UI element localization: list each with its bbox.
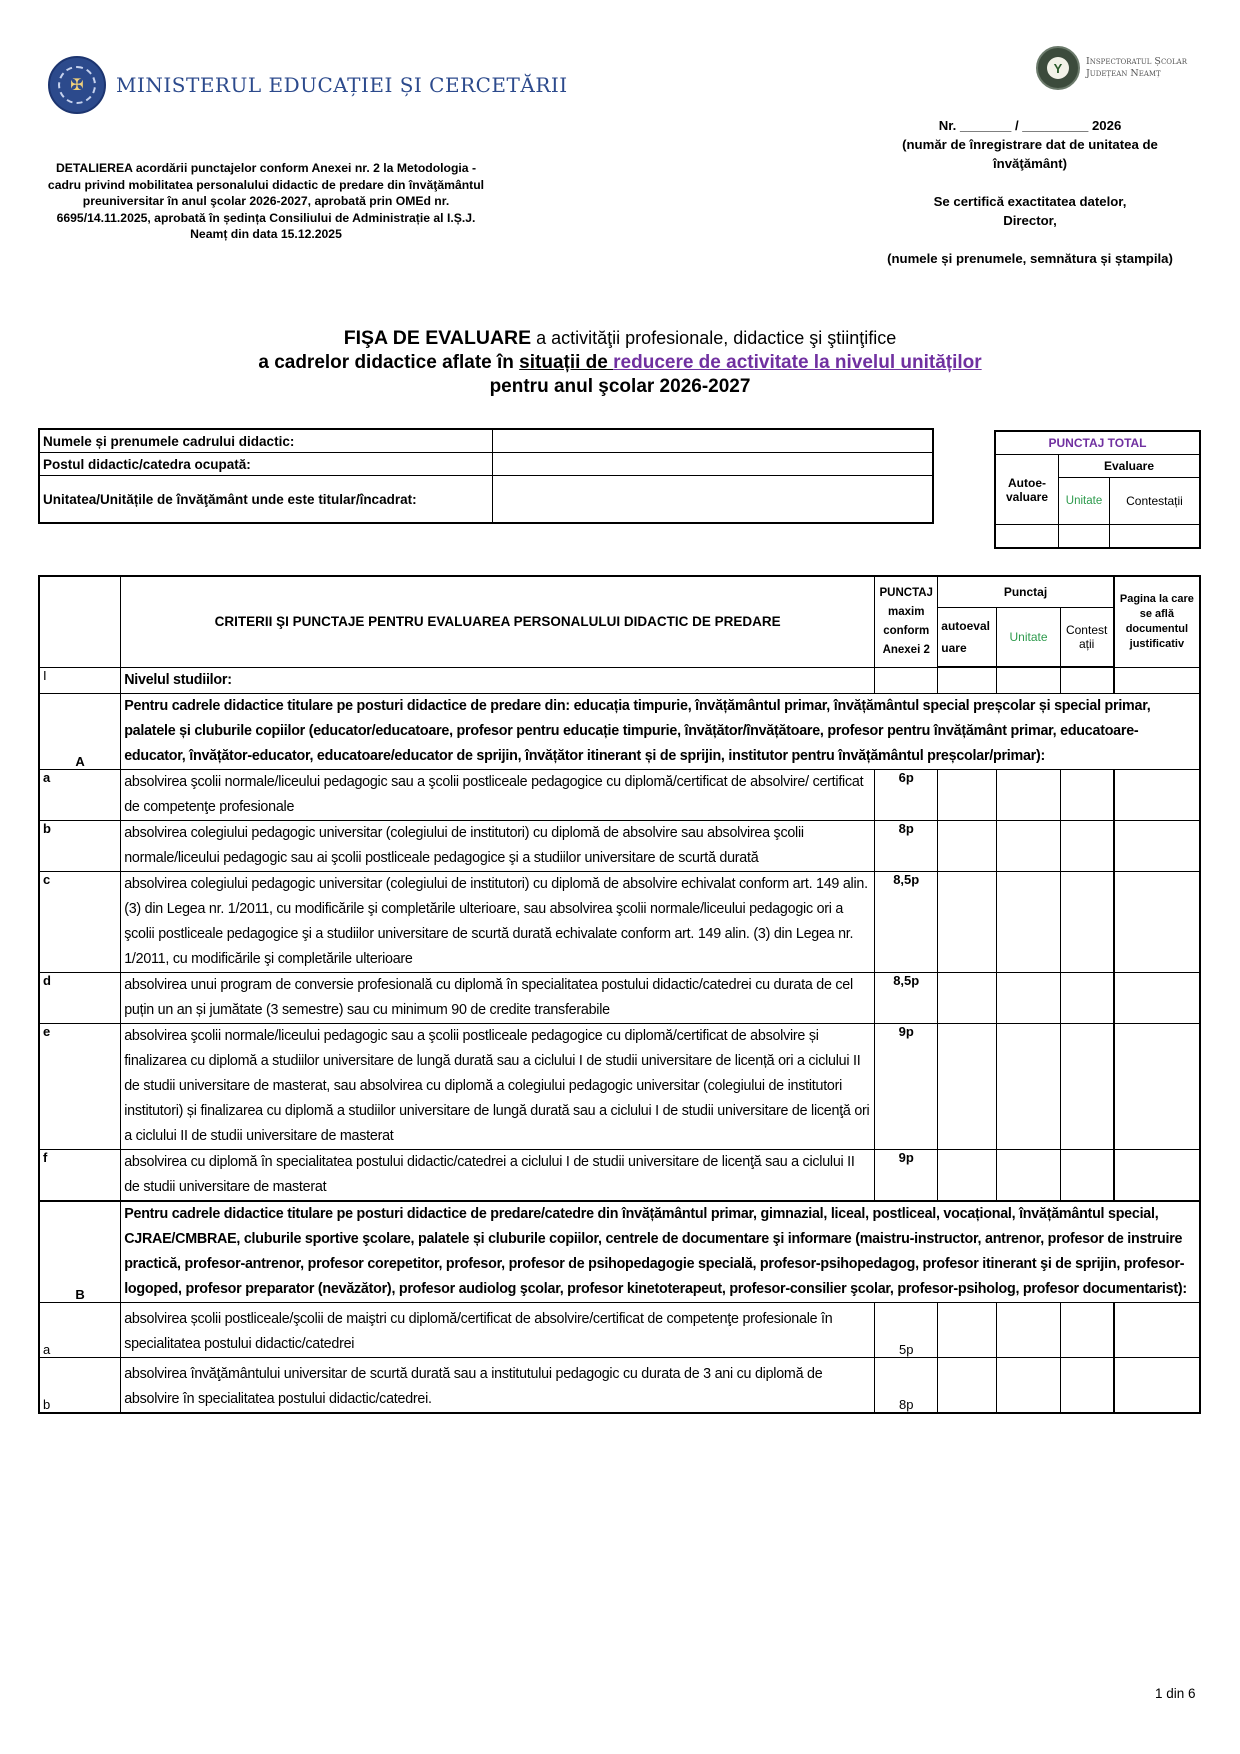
page-field[interactable] [1114, 1302, 1200, 1357]
isj-seal-icon: Y [1036, 46, 1080, 90]
unit-label: Unitatea/Unitățile de învăţământ unde este titular/încadrat: [39, 476, 493, 524]
autoeval-field[interactable] [938, 972, 997, 1023]
teacher-info-table [38, 428, 934, 524]
header-empty [39, 576, 121, 667]
autoeval-field[interactable] [938, 871, 997, 972]
autoeval-field[interactable] [938, 1149, 997, 1201]
autoeval-field[interactable] [938, 1023, 997, 1149]
unit-field[interactable] [997, 769, 1060, 820]
section-b-row [39, 1201, 1200, 1303]
certify-text: Se certifică exactitatea datelor, [933, 194, 1127, 209]
unit-field[interactable] [997, 1302, 1060, 1357]
unit-field[interactable] [997, 871, 1060, 972]
isj-logo [1036, 46, 1187, 90]
criteria-row [39, 1149, 1200, 1201]
row-letter: d [39, 972, 121, 1023]
row-letter: b [39, 1357, 121, 1413]
total-score-table [994, 430, 1201, 549]
ministry-seal-icon: ✠ [48, 56, 106, 114]
autoeval-field[interactable] [938, 1357, 997, 1413]
unitate-header: Unitate [1059, 478, 1110, 525]
criteria-row [39, 1023, 1200, 1149]
section-b-letter: B [39, 1201, 121, 1303]
section-a-letter: A [39, 693, 121, 769]
autoevaluare-header: Autoe-valuare [995, 455, 1059, 525]
page-field[interactable] [1114, 820, 1200, 871]
page-field[interactable] [1114, 1023, 1200, 1149]
title-line2-pre: a cadrelor didactice aflate în [258, 352, 520, 373]
row-letter: b [39, 820, 121, 871]
isj-name-line2: Județean Neamț [1086, 68, 1161, 79]
max-points-header: PUNCTAJ maxim conform Anexei 2 [875, 576, 938, 667]
row-text: absolvirea cu diplomă în specialitatea postului didactic/catedrei a ciclului I de studii universitare de licenţă sau a ciclului II de studii universitare de masterat [121, 1149, 875, 1201]
title-line2-purple: reducere de activitate la nivelul unităților [613, 352, 982, 373]
row-text: absolvirea unui program de conversie profesională cu diplomă în specialitatea postului didactic/catedrei cu durata de cel puțin un an și jumătate (3 semestre) sau cu minimum 90 de credite transferabile [121, 972, 875, 1023]
unit-field[interactable] [997, 1357, 1060, 1413]
title-rest: a activităţii profesionale, didactice şi ştiinţifice [531, 328, 897, 348]
section-b-text: Pentru cadrele didactice titulare pe posturi didactice de predare/catedre din învățământul primar, gimnazial, liceal, postliceal, vocațional, învățământul special, CJRAE/CMBRAE, cluburile sportive şcolare, palatele și cluburile copiilor, centrele de documentare şi informare (maistru-instructor, antrenor, profesor de instruire practică, profesor-antrenor, profesor corepetitor, profesor, profesor de psihopedagogie specială, profesor-psihopedagog, profesor itinerant şi de sprijin, profesor-logoped, profesor preparator (nevăzător), profesor audiolog şcolar, profesor kinetoterapeut, profesor-consilier şcolar, profesor-psiholog, profesor documentarist): [121, 1201, 1200, 1303]
section-number: I [39, 667, 121, 693]
row-max-points: 8,5p [875, 972, 938, 1023]
contest-header: Contest ații [1060, 608, 1114, 668]
row-max-points: 8p [875, 1357, 938, 1413]
row-letter: e [39, 1023, 121, 1149]
criteria-row [39, 820, 1200, 871]
section-row [39, 667, 1200, 693]
contestatii-header: Contestații [1110, 478, 1201, 525]
section-a-text: Pentru cadrele didactice titulare pe posturi didactice de predare din: educația timpurie, învățământul primar, învățământul special preșcolar și special primar, palatele și cluburile copiilor (educator/educatoare, profesor pentru educație timpurie, învățător/învățătoare, profesor pentru învățământ primar, educatoare-educator, învățător-educator, educatoare/educator de sprijin, învățător itinerant și de sprijin, institutor pentru învățământul preșcolar/primar): [121, 693, 1200, 769]
contest-field[interactable] [1060, 1357, 1114, 1413]
ministry-name: MINISTERUL EDUCAȚIEI ȘI CERCETĂRII [116, 73, 568, 97]
unit-field[interactable] [997, 972, 1060, 1023]
post-label: Postul didactic/catedra ocupată: [39, 453, 493, 476]
row-text: absolvirea școlii postliceale/şcolii de maiştri cu diplomă/certificat de absolvire/certificat de competenţe profesionale în specialitatea postului didactic/catedrei [121, 1302, 875, 1357]
autoevaluare-total-field[interactable] [995, 525, 1059, 549]
row-text: absolvirea şcolii normale/liceului pedagogic sau a şcolii postliceale pedagogice cu diplomă/certificat de absolvire/ certificat de competenţe profesionale [121, 769, 875, 820]
registration-note: (număr de înregistrare dat de unitatea de învăţământ) [902, 137, 1158, 171]
unit-field[interactable] [997, 1149, 1060, 1201]
contest-field[interactable] [1060, 972, 1114, 1023]
registration-block [870, 116, 1190, 268]
section-a-row [39, 693, 1200, 769]
criteria-row [39, 1302, 1200, 1357]
row-max-points: 8p [875, 820, 938, 871]
post-field[interactable] [493, 453, 934, 476]
criteria-row [39, 972, 1200, 1023]
signature-note: (numele și prenumele, semnătura și ștampila) [887, 251, 1173, 266]
criteria-row [39, 871, 1200, 972]
row-letter: c [39, 871, 121, 972]
registration-number: Nr. _______ / _________ 2026 [938, 118, 1122, 133]
row-letter: a [39, 1302, 121, 1357]
contest-field[interactable] [1060, 1023, 1114, 1149]
row-max-points: 5p [875, 1302, 938, 1357]
name-field[interactable] [493, 429, 934, 453]
row-max-points: 8,5p [875, 871, 938, 972]
row-letter: f [39, 1149, 121, 1201]
page-header: Pagina la care se află documentul justificativ [1114, 576, 1200, 667]
autoeval-field[interactable] [938, 820, 997, 871]
unitate-total-field[interactable] [1059, 525, 1110, 549]
row-text: absolvirea colegiului pedagogic universitar (colegiului de institutori) cu diplomă de absolvire sau absolvirea şcolii normale/liceului pedagogic sau ai şcolii postliceale pedagogice şi a studiilor universitare de scurtă durată [121, 820, 875, 871]
row-text: absolvirea şcolii normale/liceului pedagogic sau a şcolii postliceale pedagogice cu diplomă/certificat de absolvire și finalizarea cu diplomă a studiilor universitare de lungă durată sau a ciclului I de studii universitare de licență ori a ciclului II de studii universitare de masterat, sau absolvirea cu diplomă a colegiului pedagogic universitar (colegiului de institutori institutori) și finalizarea cu diplomă a studiilor universitare de lungă durată sau a ciclului I de studii universitare de licenţă ori a ciclului II de studii universitare de masterat [121, 1023, 875, 1149]
isj-name-line1: Inspectoratul Școlar [1086, 56, 1188, 67]
ministry-logo [48, 56, 568, 114]
row-text: absolvirea colegiului pedagogic universitar (colegiului de institutori) cu diplomă de absolvire echivalat conform art. 149 alin. (3) din Legea nr. 1/2011, cu modificările şi completările ulterioare, sau absolvirea şcolii normale/liceului pedagogic ori a şcolii postliceale pedagogice şi a studiilor universitare de scurtă durată echivalate conform art. 149 alin. (3) din Legea nr. 1/2011, cu modificările şi completările ulterioare [121, 871, 875, 972]
contest-field[interactable] [1060, 769, 1114, 820]
page-title [100, 326, 1140, 399]
title-line3: pentru anul şcolar 2026-2027 [489, 376, 751, 397]
name-label: Numele și prenumele cadrului didactic: [39, 429, 493, 453]
detail-text: DETALIEREA acordării punctajelor conform Anexei nr. 2 la Metodologia - cadru privind mobilitatea personalului didactic de predare din învăţământul preuniversitar în anul şcolar 2026-2027, aprobată prin OMEd nr. 6695/14.11.2025, aprobată în ședința Consiliului de Administrație al I.Ș.J. Neamț din data 15.12.2025 [47, 161, 485, 241]
title-line2-underlined: situații de [519, 352, 614, 373]
contest-field[interactable] [1060, 1302, 1114, 1357]
contestatii-total-field[interactable] [1110, 525, 1201, 549]
page-field[interactable] [1114, 1149, 1200, 1201]
punctaj-header: Punctaj [938, 576, 1114, 608]
row-max-points: 6p [875, 769, 938, 820]
total-score-title: PUNCTAJ TOTAL [995, 431, 1200, 455]
row-max-points: 9p [875, 1023, 938, 1149]
autoeval-field[interactable] [938, 769, 997, 820]
row-text: absolvirea învăţământului universitar de scurtă durată sau a institutului pedagogic cu durata de 3 ani cu diplomă de absolvire în specialitatea postului didactic/catedrei. [121, 1357, 875, 1413]
unit-field[interactable] [493, 476, 934, 524]
criteria-header: CRITERII ŞI PUNCTAJE PENTRU EVALUAREA PERSONALULUI DIDACTIC DE PREDARE [121, 576, 875, 667]
autoeval-field[interactable] [938, 1302, 997, 1357]
unit-field[interactable] [997, 1023, 1060, 1149]
page-number: 1 din 6 [1155, 1686, 1196, 1701]
director-label: Director, [1003, 213, 1057, 228]
criteria-table [38, 575, 1201, 1414]
row-letter: a [39, 769, 121, 820]
row-max-points: 9p [875, 1149, 938, 1201]
contest-field[interactable] [1060, 871, 1114, 972]
unit-header: Unitate [997, 608, 1060, 668]
autoeval-header: autoeval uare [938, 608, 997, 668]
contest-field[interactable] [1060, 1149, 1114, 1201]
page-field[interactable] [1114, 871, 1200, 972]
criteria-row [39, 769, 1200, 820]
section-title: Nivelul studiilor: [121, 667, 875, 693]
page-field[interactable] [1114, 1357, 1200, 1413]
criteria-row [39, 1357, 1200, 1413]
unit-field[interactable] [997, 820, 1060, 871]
title-bold: FIŞA DE EVALUARE [343, 327, 532, 349]
evaluare-header: Evaluare [1059, 455, 1201, 478]
contest-field[interactable] [1060, 820, 1114, 871]
page-field[interactable] [1114, 972, 1200, 1023]
page-field[interactable] [1114, 769, 1200, 820]
